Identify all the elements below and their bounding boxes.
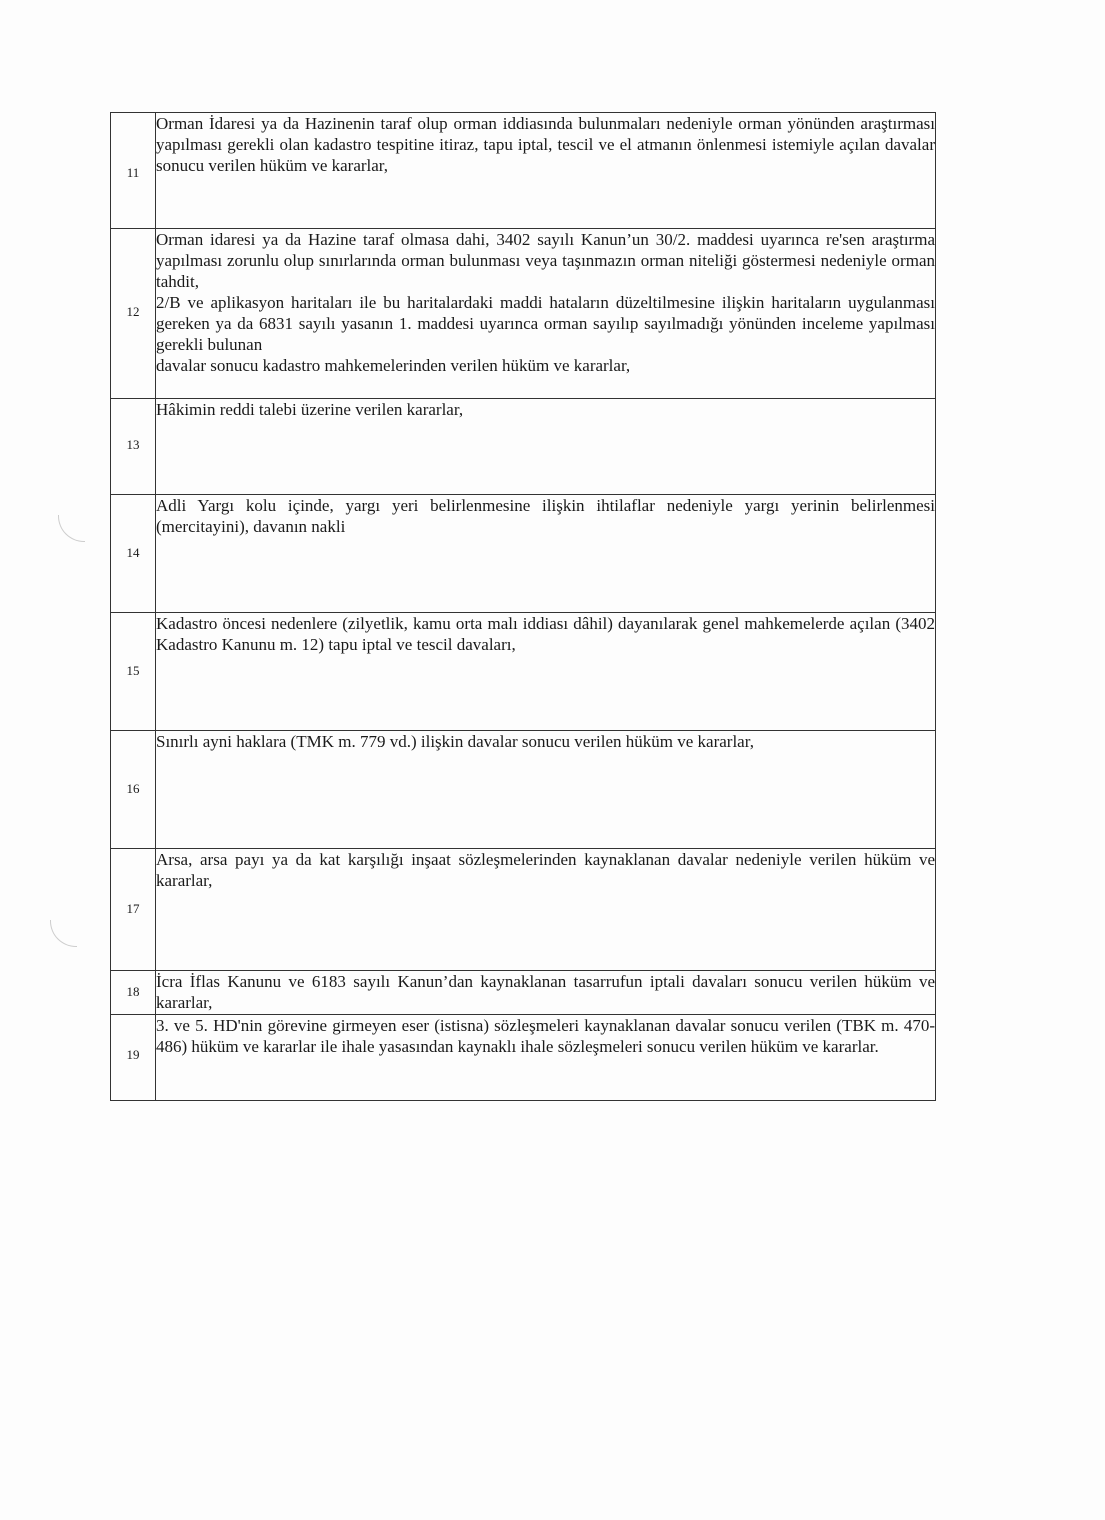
row-description: Orman idaresi ya da Hazine taraf olmasa dahi, 3402 sayılı Kanun’un 30/2. maddesi uyarınca re'sen araştırma yapılması zorunlu olup sınırlarında orman bulunması veya taşınmazın orman niteliği göstermesi nedeniyle orman tahdit, — [156, 230, 935, 291]
table-row — [111, 1015, 936, 1101]
row-number: 16 — [126, 781, 140, 796]
punch-hole-mark — [50, 920, 77, 947]
row-number-cell — [111, 731, 156, 849]
table-row — [111, 113, 936, 229]
table-row — [111, 613, 936, 731]
row-number-cell — [111, 399, 156, 495]
table-row — [111, 849, 936, 971]
row-number-cell — [111, 613, 156, 731]
row-description: 2/B ve aplikasyon haritaları ile bu haritalardaki maddi hataların düzeltilmesine ilişkin haritaların uygulanması gereken ya da 6831 sayılı yasanın 1. maddesi uyarınca orman sayılıp sayılmadığı yönünden inceleme yapılması gerekli bulunan — [156, 293, 935, 354]
row-number-cell — [111, 229, 156, 399]
row-number-cell — [111, 495, 156, 613]
row-number: 12 — [126, 304, 140, 319]
row-description-cell — [156, 613, 936, 731]
table-row — [111, 229, 936, 399]
row-number: 18 — [126, 984, 140, 999]
row-number: 19 — [126, 1047, 140, 1062]
row-number-cell — [111, 971, 156, 1015]
row-description: İcra İflas Kanunu ve 6183 sayılı Kanun’dan kaynaklanan tasarrufun iptali davaları sonucu verilen hüküm ve kararlar, — [156, 972, 935, 1012]
table-row — [111, 731, 936, 849]
row-description: Hâkimin reddi talebi üzerine verilen kararlar, — [156, 400, 464, 419]
row-description: Arsa, arsa payı ya da kat karşılığı inşaat sözleşmelerinden kaynaklanan davalar nedeniyle verilen hüküm ve kararlar, — [156, 850, 935, 890]
row-description-cell — [156, 1015, 936, 1101]
row-description: Kadastro öncesi nedenlere (zilyetlik, kamu orta malı iddiası dâhil) dayanılarak genel mahkemelerde açılan (3402 Kadastro Kanunu m. 12) tapu iptal ve tescil davaları, — [156, 614, 935, 654]
row-number: 13 — [126, 437, 140, 452]
row-description: Adli Yargı kolu içinde, yargı yeri belirlenmesine ilişkin ihtilaflar nedeniyle yargı yerinin belirlenmesi (mercitayini), davanın nakli — [156, 496, 935, 536]
row-description-cell — [156, 113, 936, 229]
row-description-cell — [156, 495, 936, 613]
row-number-cell — [111, 849, 156, 971]
row-number-cell — [111, 113, 156, 229]
row-description: davalar sonucu kadastro mahkemelerinden verilen hüküm ve kararlar, — [156, 356, 631, 375]
rulings-table — [110, 112, 936, 1101]
row-description: Orman İdaresi ya da Hazinenin taraf olup orman iddiasında bulunmaları nedeniyle orman yönünden araştırması yapılması gerekli olan kadastro tespitine itiraz, tapu iptal, tescil ve el atmanın önlenmesi istemiyle açılan davalar sonucu verilen hüküm ve kararlar, — [156, 114, 935, 175]
table-row — [111, 495, 936, 613]
table-row — [111, 971, 936, 1015]
row-description-cell — [156, 971, 936, 1015]
punch-hole-mark — [58, 515, 85, 542]
row-number: 11 — [126, 165, 140, 180]
row-number-cell — [111, 1015, 156, 1101]
row-description: Sınırlı ayni haklara (TMK m. 779 vd.) ilişkin davalar sonucu verilen hüküm ve kararlar, — [156, 732, 754, 751]
row-description: 3. ve 5. HD'nin görevine girmeyen eser (istisna) sözleşmeleri kaynaklanan davalar sonucu verilen (TBK m. 470-486) hüküm ve kararlar ile ihale yasasından kaynaklı ihale sözleşmeleri sonucu verilen hüküm ve kararlar. — [156, 1016, 935, 1056]
row-description-cell — [156, 229, 936, 399]
row-description-cell — [156, 399, 936, 495]
row-description-cell — [156, 731, 936, 849]
row-number: 14 — [126, 545, 140, 560]
table-row — [111, 399, 936, 495]
row-description-cell — [156, 849, 936, 971]
row-number: 15 — [126, 663, 140, 678]
row-number: 17 — [126, 901, 140, 916]
